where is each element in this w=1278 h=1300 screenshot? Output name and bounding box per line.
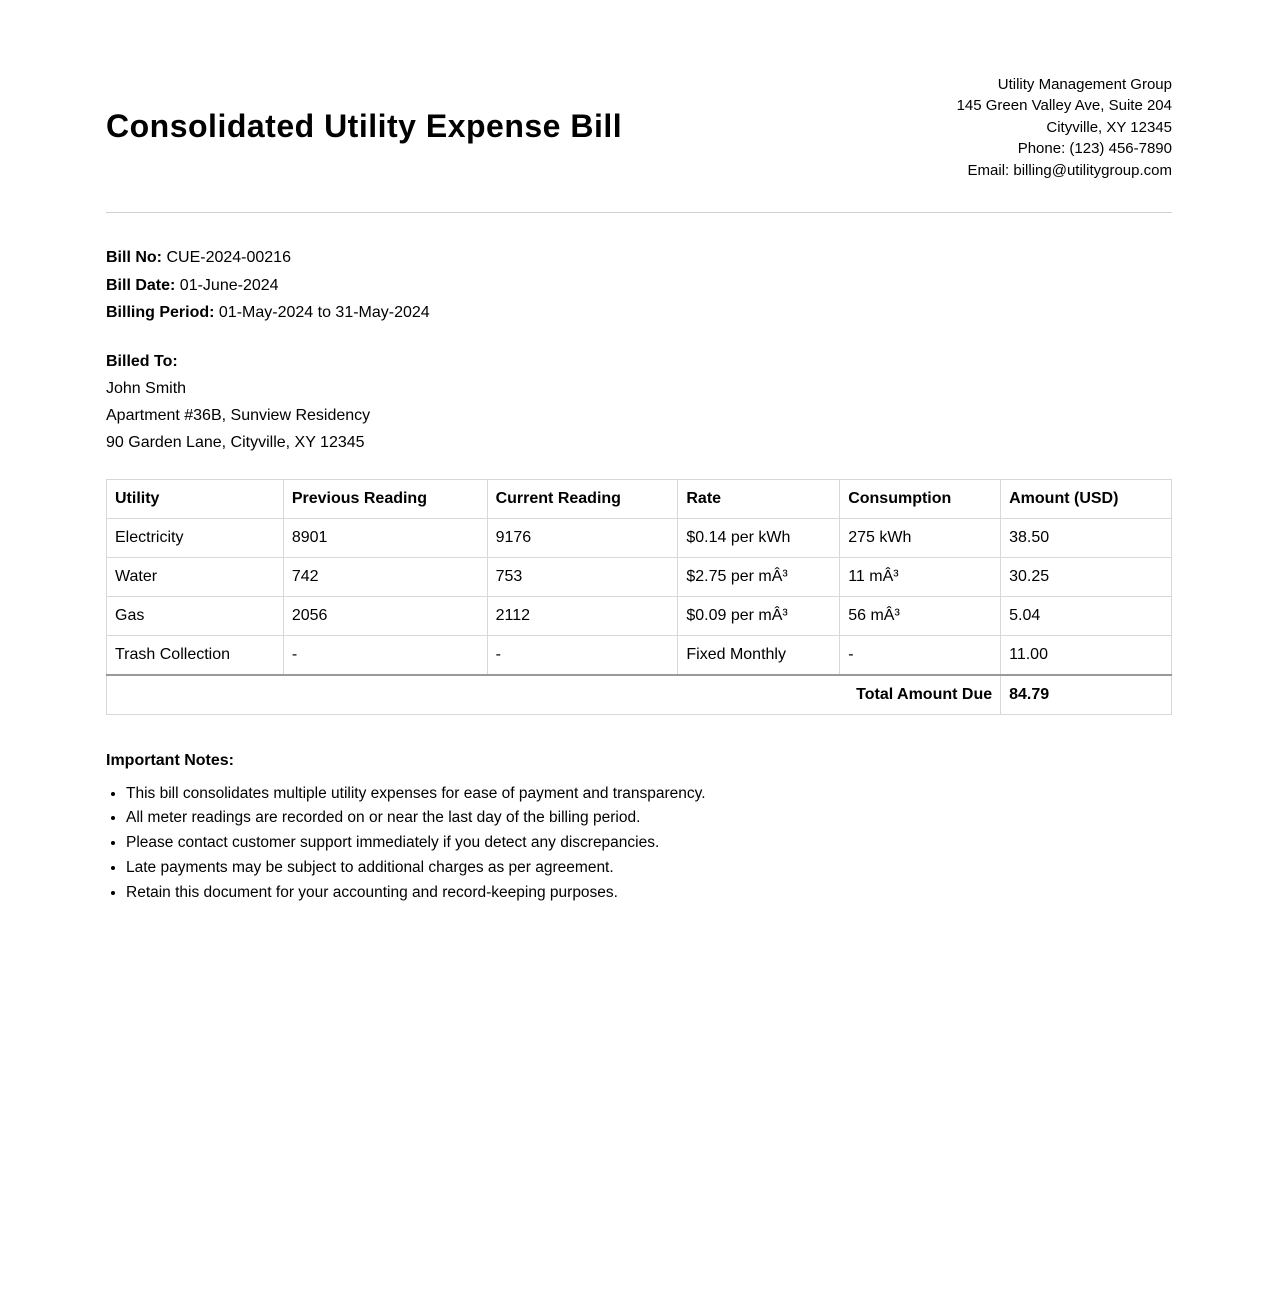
company-info: [957, 74, 1172, 181]
cell-current-reading: 753: [487, 557, 678, 596]
company-email: Email: billing@utilitygroup.com: [967, 161, 1172, 179]
cell-consumption: 56 mÂ³: [840, 596, 1001, 635]
cell-utility: Water: [107, 557, 284, 596]
column-header-current-reading: Current Reading: [487, 479, 678, 518]
list-item: • Late payments may be subject to additional charges as per agreement.: [126, 856, 1172, 881]
table-header-row: [107, 479, 1172, 518]
bill-meta: [106, 244, 1172, 327]
cell-rate: $0.14 per kWh: [678, 518, 840, 557]
table-row: [107, 596, 1172, 635]
total-amount-label: Total Amount Due: [107, 675, 1001, 715]
cell-rate: $0.09 per mÂ³: [678, 596, 840, 635]
company-address-line2: Cityville, XY 12345: [1046, 118, 1172, 136]
billing-period: [106, 299, 1172, 327]
table-row: [107, 518, 1172, 557]
total-amount-value: 84.79: [1001, 675, 1172, 715]
billing-period-label: Billing Period:: [106, 304, 215, 321]
bill-date: [106, 272, 1172, 300]
column-header-rate: Rate: [678, 479, 840, 518]
bill-page: [106, 0, 1172, 906]
table-row: [107, 557, 1172, 596]
table-row: [107, 635, 1172, 675]
column-header-previous-reading: Previous Reading: [283, 479, 487, 518]
cell-amount: 30.25: [1001, 557, 1172, 596]
customer-name: John Smith: [106, 379, 187, 397]
cell-current-reading: 2112: [487, 596, 678, 635]
cell-previous-reading: 8901: [283, 518, 487, 557]
cell-amount: 5.04: [1001, 596, 1172, 635]
company-phone: Phone: (123) 456-7890: [1017, 140, 1172, 158]
column-header-utility: Utility: [107, 479, 284, 518]
cell-utility: Gas: [107, 596, 284, 635]
bill-number-value: CUE-2024-00216: [166, 249, 291, 266]
column-header-consumption: Consumption: [840, 479, 1001, 518]
bill-date-label: Bill Date:: [106, 276, 176, 294]
company-name: Utility Management Group: [997, 76, 1172, 93]
cell-consumption: 11 mÂ³: [840, 557, 1001, 596]
bill-number: [106, 244, 1172, 272]
cell-previous-reading: 742: [283, 557, 487, 596]
billed-to-label: Billed To:: [106, 352, 178, 370]
list-item: • This bill consolidates multiple utility expenses for ease of payment and transparency.: [126, 782, 1172, 807]
cell-consumption: -: [840, 635, 1001, 675]
cell-rate: Fixed Monthly: [678, 635, 840, 675]
cell-current-reading: -: [487, 635, 678, 675]
cell-previous-reading: 2056: [283, 596, 487, 635]
cell-previous-reading: -: [283, 635, 487, 675]
column-header-amount: Amount (USD): [1001, 479, 1172, 518]
billed-to: [106, 348, 1172, 457]
customer-address-line1: Apartment #36B, Sunview Residency: [106, 407, 371, 425]
list-item: • All meter readings are recorded on or near the last day of the billing period.: [126, 806, 1172, 831]
bill-header: [106, 74, 1172, 213]
billing-period-value: 01-May-2024 to 31-May-2024: [218, 304, 430, 321]
total-row: [107, 675, 1172, 715]
page-title: Consolidated Utility Expense Bill: [106, 108, 623, 144]
list-item: • Please contact customer support immediately if you detect any discrepancies.: [126, 831, 1172, 856]
bill-date-value: 01-June-2024: [179, 276, 279, 294]
customer-address-line2: 90 Garden Lane, Cityville, XY 12345: [106, 434, 365, 452]
charges-table: [106, 479, 1172, 715]
cell-amount: 38.50: [1001, 518, 1172, 557]
cell-rate: $2.75 per mÂ³: [678, 557, 840, 596]
cell-amount: 11.00: [1001, 635, 1172, 675]
company-address-line1: 145 Green Valley Ave, Suite 204: [956, 97, 1172, 115]
notes-list: [106, 782, 1172, 906]
cell-current-reading: 9176: [487, 518, 678, 557]
cell-utility: Trash Collection: [107, 635, 284, 675]
notes-heading: Important Notes:: [106, 751, 234, 769]
bill-number-label: Bill No:: [106, 249, 162, 266]
cell-consumption: 275 kWh: [840, 518, 1001, 557]
cell-utility: Electricity: [107, 518, 284, 557]
list-item: • Retain this document for your accounting and record-keeping purposes.: [126, 881, 1172, 906]
